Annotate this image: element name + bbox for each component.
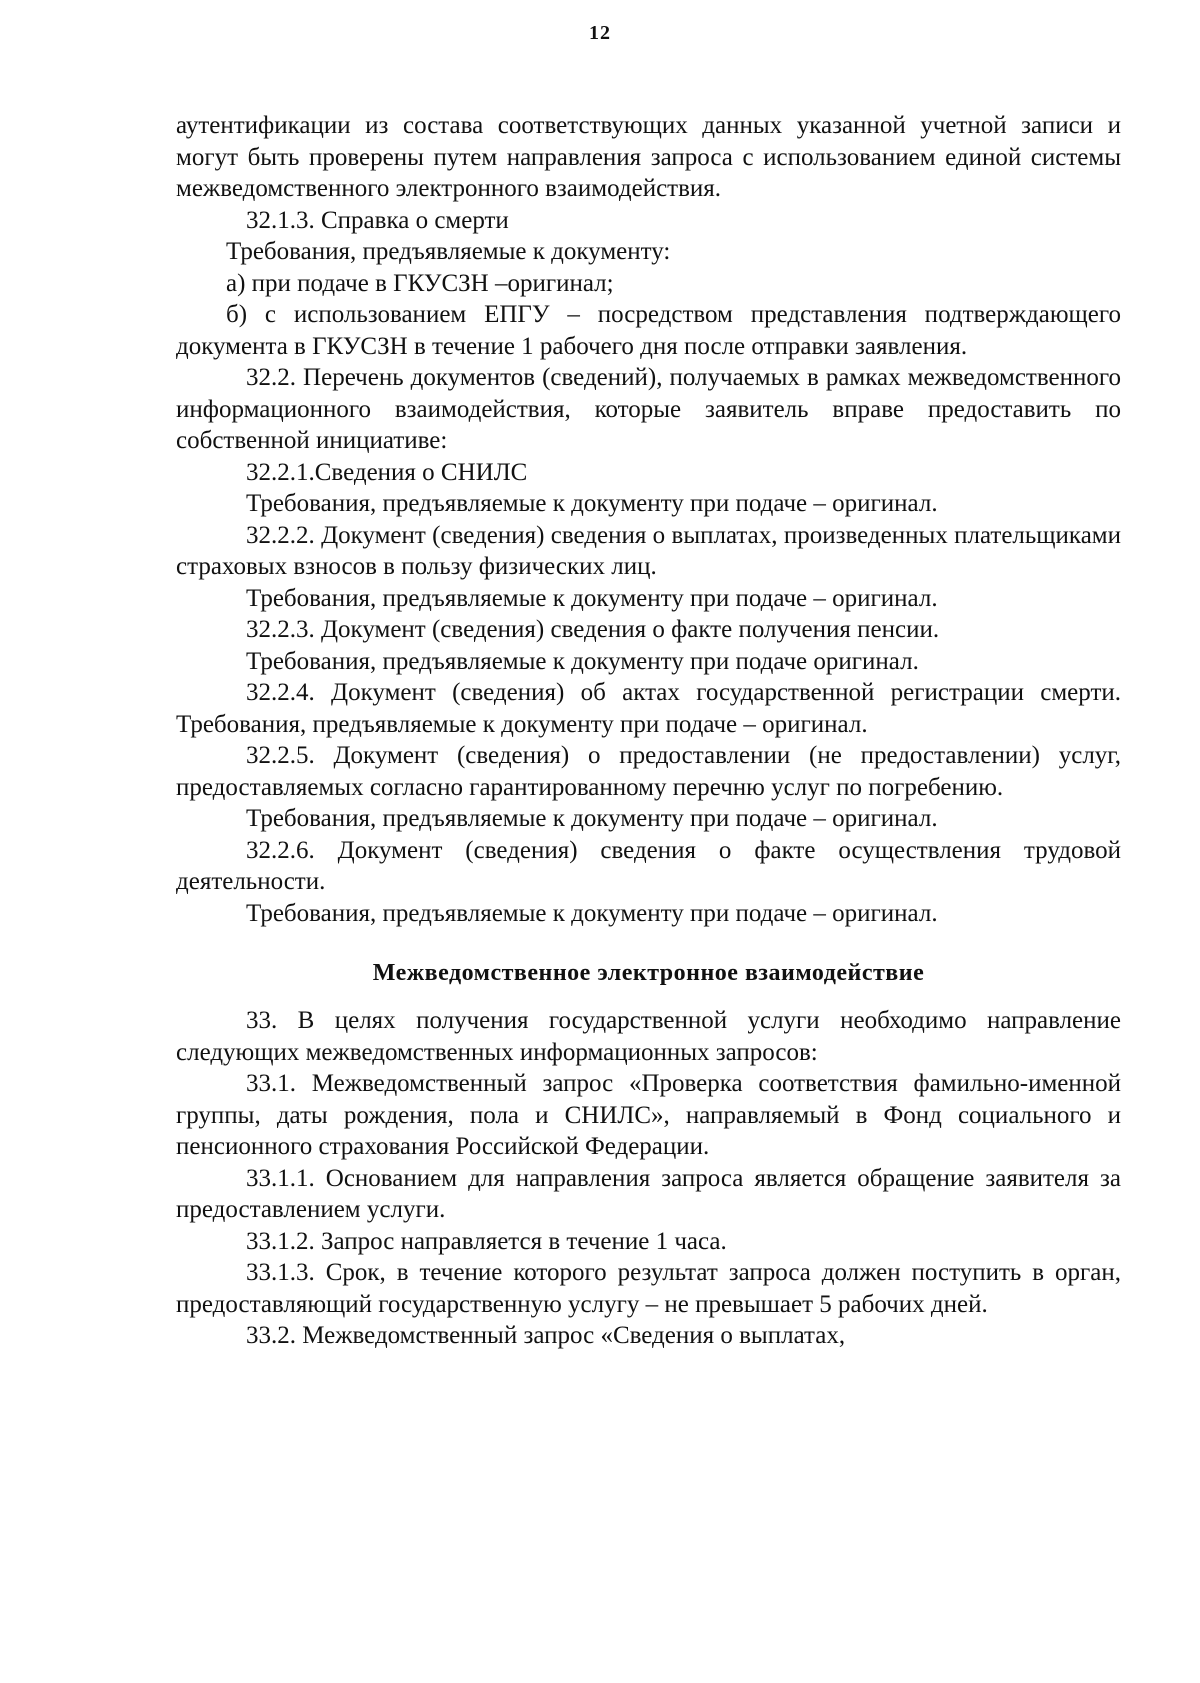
clause-32-2-2: 32.2.2. Документ (сведения) сведения о выплатах, произведенных плательщиками страховых взносов в пользу физических лиц. [176,521,1121,580]
requirements-line: Требования, предъявляемые к документу: [226,238,671,265]
paragraph-continuation: аутентификации из состава соответствующих данных указанной учетной записи и могут быть проверены путем направления запроса с использованием единой системы межведомственного электронного взаимодействия. [176,112,1121,202]
page-number: 12 [589,22,611,44]
clause-33-1-1: 33.1.1. Основанием для направления запроса является обращение заявителя за предоставлением услуги. [176,1164,1121,1223]
clause-33-1: 33.1. Межведомственный запрос «Проверка соответствия фамильно-именной группы, даты рождения, пола и СНИЛС», направляемый в Фонд социального и пенсионного страхования Российской Федерации. [176,1070,1121,1160]
section-heading: Межведомственное электронное взаимодействие [372,960,925,986]
clause-32-2-5: 32.2.5. Документ (сведения) о предоставлении (не предоставлении) услуг, предоставляемых согласно гарантированному перечню услуг по погребению. [176,742,1121,801]
requirements-line: Требования, предъявляемые к документу при подаче оригинал. [246,647,919,675]
clause-33: 33. В целях получения государственной услуги необходимо направление следующих межведомственных информационных запросов: [176,1007,1121,1066]
clause-33-2: 33.2. Межведомственный запрос «Сведения о выплатах, [246,1322,846,1349]
requirements-line: Требования, предъявляемые к документу при подаче – оригинал. [246,584,938,612]
clause-32-2-3: 32.2.3. Документ (сведения) сведения о факте получения пенсии. [246,616,940,643]
requirement-item-a: а) при подаче в ГКУСЗН –оригинал; [226,269,614,297]
document-body [176,110,1121,1352]
clause-32-2: 32.2. Перечень документов (сведений), получаемых в рамках межведомственного информационного взаимодействия, которые заявитель вправе предоставить по собственной инициативе: [176,364,1121,454]
clause-33-1-2: 33.1.2. Запрос направляется в течение 1 часа. [246,1227,727,1255]
requirements-line: Требования, предъявляемые к документу при подаче – оригинал. [246,805,938,832]
clause-32-1-3-title: 32.1.3. Справка о смерти [246,206,509,234]
clause-32-2-1: 32.2.1.Сведения о СНИЛС [246,458,528,486]
clause-32-2-6: 32.2.6. Документ (сведения) сведения о факте осуществления трудовой деятельности. [176,836,1121,895]
clause-32-2-4: 32.2.4. Документ (сведения) об актах государственной регистрации смерти. Требования, предъявляемые к документу при подаче – оригинал. [176,679,1121,738]
requirements-line: Требования, предъявляемые к документу при подаче – оригинал. [246,490,938,517]
requirement-item-b: б) с использованием ЕПГУ – посредством представления подтверждающего документа в ГКУСЗН в течение 1 рабочего дня после отправки заявления. [176,301,1121,360]
requirements-line: Требования, предъявляемые к документу при подаче – оригинал. [246,899,938,927]
clause-33-1-3: 33.1.3. Срок, в течение которого результат запроса должен поступить в орган, предоставляющий государственную услугу – не превышает 5 рабочих дней. [176,1259,1121,1318]
